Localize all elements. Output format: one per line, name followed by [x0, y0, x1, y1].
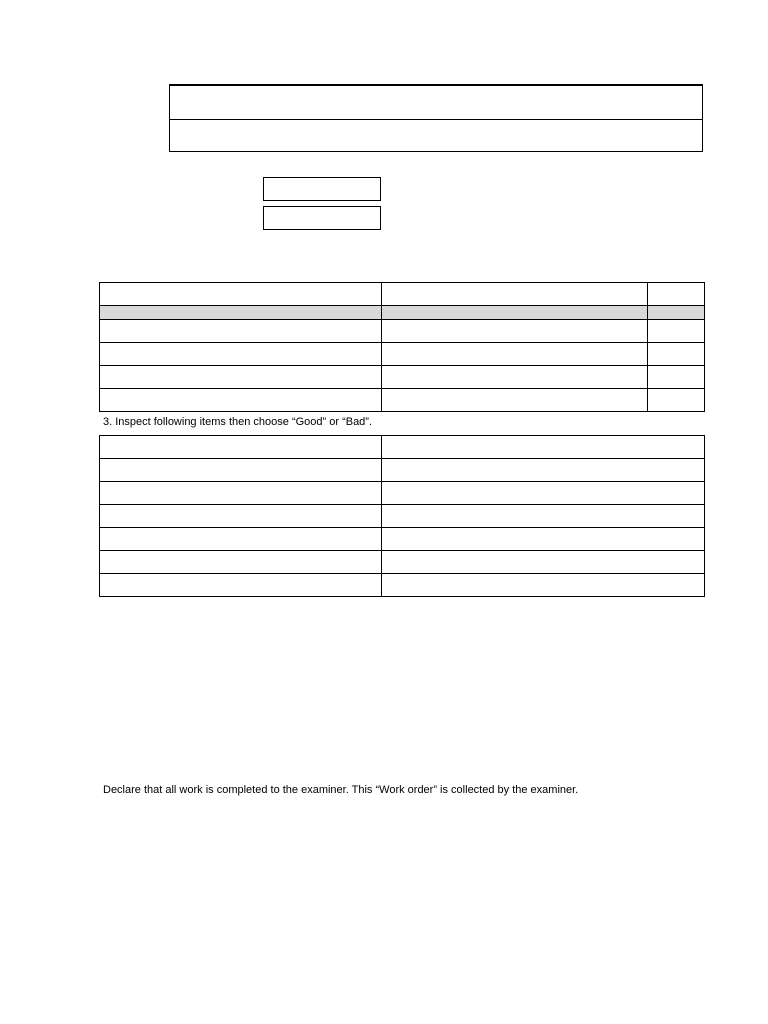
- table-cell[interactable]: [382, 283, 648, 306]
- header-divider: [170, 119, 702, 120]
- table-cell[interactable]: [648, 366, 705, 389]
- table-cell[interactable]: [100, 389, 382, 412]
- entry-box-2[interactable]: [263, 206, 381, 230]
- table-cell: [648, 306, 705, 320]
- table-cell[interactable]: [100, 283, 382, 306]
- table-cell[interactable]: [382, 482, 705, 505]
- inspection-instruction: 3. Inspect following items then choose “Good” or “Bad”.: [103, 416, 373, 428]
- table-cell[interactable]: [382, 436, 705, 459]
- table-row: [100, 366, 705, 389]
- table-row: [100, 343, 705, 366]
- table-header-row: [100, 283, 705, 306]
- inspection-table: [99, 435, 705, 597]
- table-cell[interactable]: [648, 283, 705, 306]
- inspection-row: [100, 528, 705, 551]
- table-cell[interactable]: [382, 505, 705, 528]
- table-cell[interactable]: [648, 389, 705, 412]
- table-cell[interactable]: [382, 574, 705, 597]
- inspection-row: [100, 482, 705, 505]
- table-cell[interactable]: [382, 528, 705, 551]
- header-info-box: [169, 84, 703, 152]
- table-cell[interactable]: [382, 366, 648, 389]
- table-cell[interactable]: [382, 459, 705, 482]
- table-cell[interactable]: [382, 551, 705, 574]
- table-cell[interactable]: [100, 551, 382, 574]
- inspection-row: [100, 505, 705, 528]
- table-cell[interactable]: [100, 505, 382, 528]
- table-cell[interactable]: [100, 366, 382, 389]
- completion-declaration: Declare that all work is completed to the examiner. This “Work order” is collected by the examiner.: [103, 784, 579, 796]
- table-cell[interactable]: [382, 343, 648, 366]
- table-cell[interactable]: [100, 482, 382, 505]
- table-cell[interactable]: [100, 459, 382, 482]
- work-table: [99, 282, 705, 412]
- table-cell[interactable]: [100, 528, 382, 551]
- table-cell[interactable]: [648, 320, 705, 343]
- table-cell[interactable]: [648, 343, 705, 366]
- table-cell[interactable]: [382, 320, 648, 343]
- table-cell: [382, 306, 648, 320]
- table-cell[interactable]: [100, 343, 382, 366]
- table-cell[interactable]: [100, 320, 382, 343]
- inspection-header-row: [100, 436, 705, 459]
- table-cell[interactable]: [100, 436, 382, 459]
- table-shaded-row: [100, 306, 705, 320]
- inspection-row: [100, 459, 705, 482]
- table-cell: [100, 306, 382, 320]
- inspection-row: [100, 551, 705, 574]
- table-row: [100, 389, 705, 412]
- table-cell[interactable]: [382, 389, 648, 412]
- entry-box-1[interactable]: [263, 177, 381, 201]
- inspection-row: [100, 574, 705, 597]
- table-cell[interactable]: [100, 574, 382, 597]
- table-row: [100, 320, 705, 343]
